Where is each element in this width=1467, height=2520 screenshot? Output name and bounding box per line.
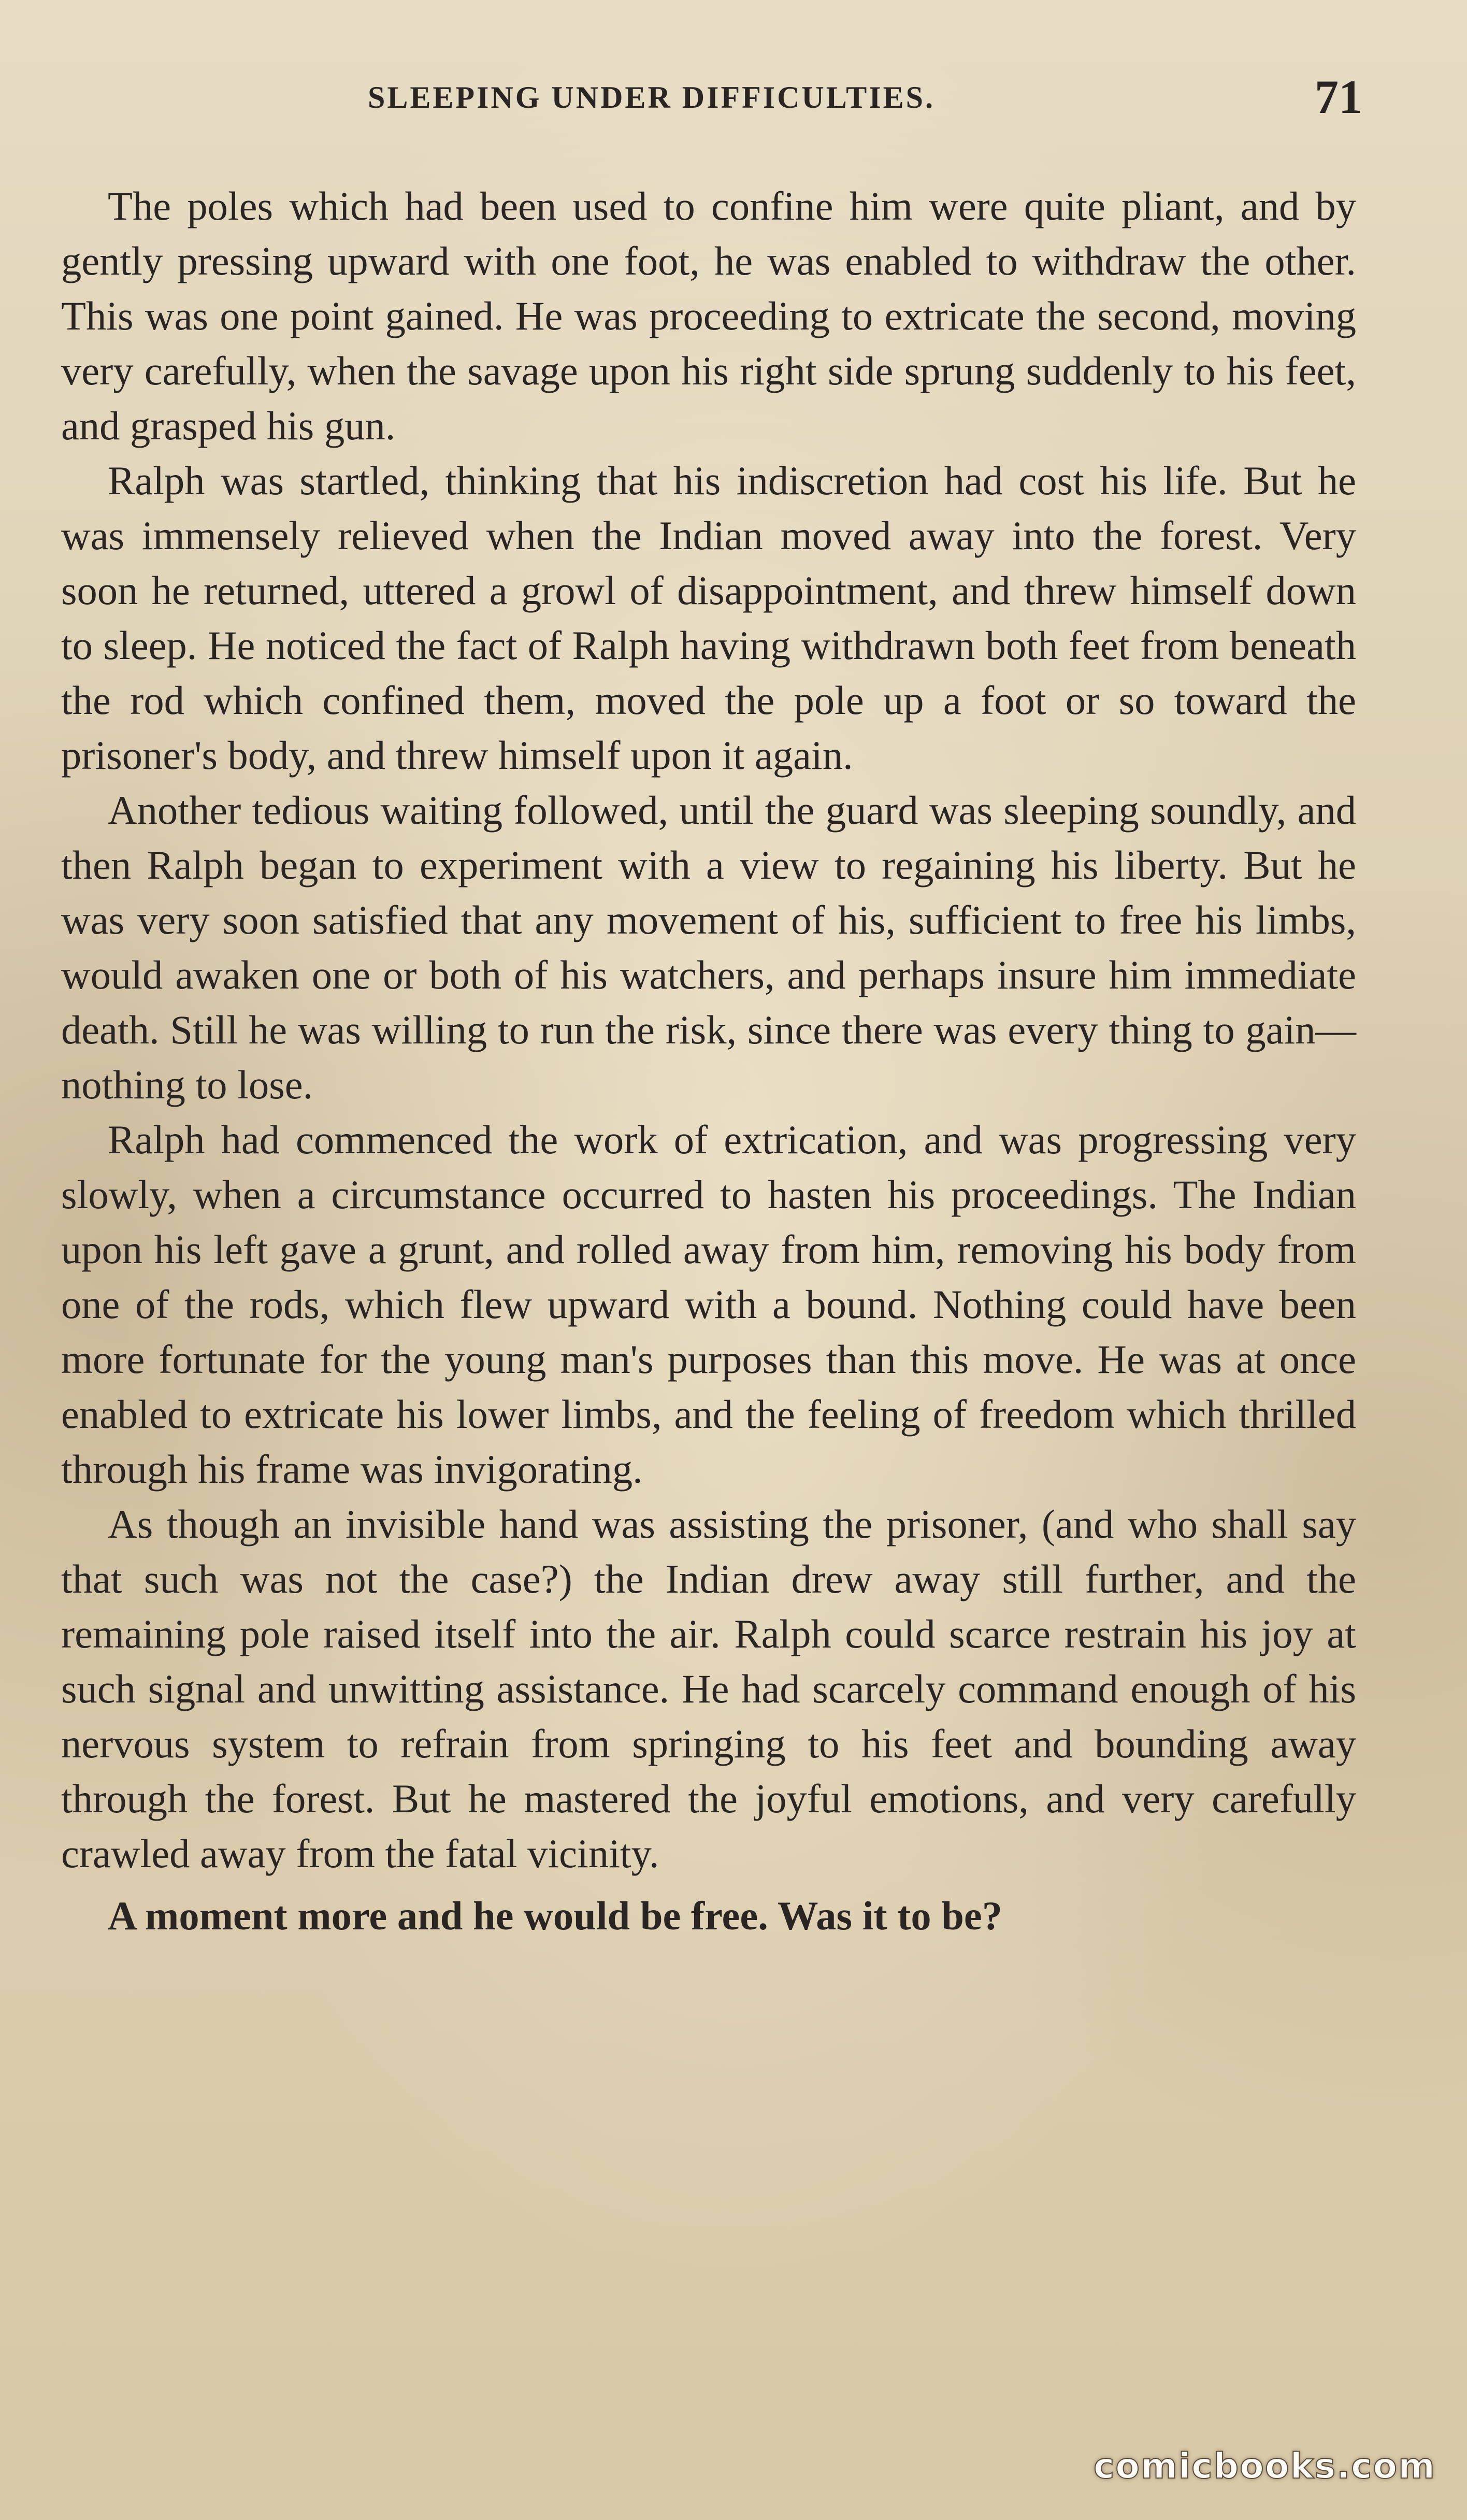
source-watermark: comicbooks.com — [1093, 2446, 1436, 2487]
closing-line: A moment more and he would be free. Was it to be? — [108, 1893, 1002, 1938]
paragraph: As though an invisible hand was assisting the prisoner, (and who shall say that such was not the case?) the Indian drew away still further, and the remaining pole raised itself into the air. Ralph could scarce restrain his joy at such signal and unwitting assistance. He had scarcely command enough of his nervous system to refrain from springing to his feet and bounding away through the forest. But he mastered the joyful emotions, and very carefully crawled away from the fatal vicinity. — [61, 1501, 1356, 1876]
page-number: 71 — [1315, 70, 1362, 123]
page-header — [67, 70, 1362, 130]
paragraph: Ralph had commenced the work of extrication, and was progressing very slowly, when a circumstance occurred to hasten his proceedings. The Indian upon his left gave a grunt, and rolled away from him, removing his body from one of the rods, which flew upward with a bound. Nothing could have been more fortunate for the young man's purposes than this move. He was at once enabled to extricate his lower limbs, and the feeling of freedom which thrilled through his frame was invigorating. — [61, 1117, 1356, 1492]
body-text — [61, 179, 1356, 1943]
paragraph: The poles which had been used to confine him were quite pliant, and by gently pressing upward with one foot, he was enabled to withdraw the other. This was one point gained. He was proceeding to extricate the second, moving very carefully, when the savage upon his right side sprung suddenly to his feet, and grasped his gun. — [61, 183, 1356, 448]
paragraph: Ralph was startled, thinking that his indiscretion had cost his life. But he was immensely relieved when the Indian moved away into the forest. Very soon he returned, uttered a growl of disappointment, and threw himself down to sleep. He noticed the fact of Ralph having withdrawn both feet from beneath the rod which confined them, moved the pole up a foot or so toward the prisoner's body, and threw himself upon it again. — [61, 458, 1356, 778]
paragraph: Another tedious waiting followed, until the guard was sleeping soundly, and then Ralph began to experiment with a view to regaining his liberty. But he was very soon satisfied that any movement of his, sufficient to free his limbs, would awaken one or both of his watchers, and perhaps insure him immediate death. Still he was willing to run the risk, since there was every thing to gain—nothing to lose. — [61, 787, 1356, 1107]
running-head: SLEEPING UNDER DIFFICULTIES. — [368, 80, 936, 114]
